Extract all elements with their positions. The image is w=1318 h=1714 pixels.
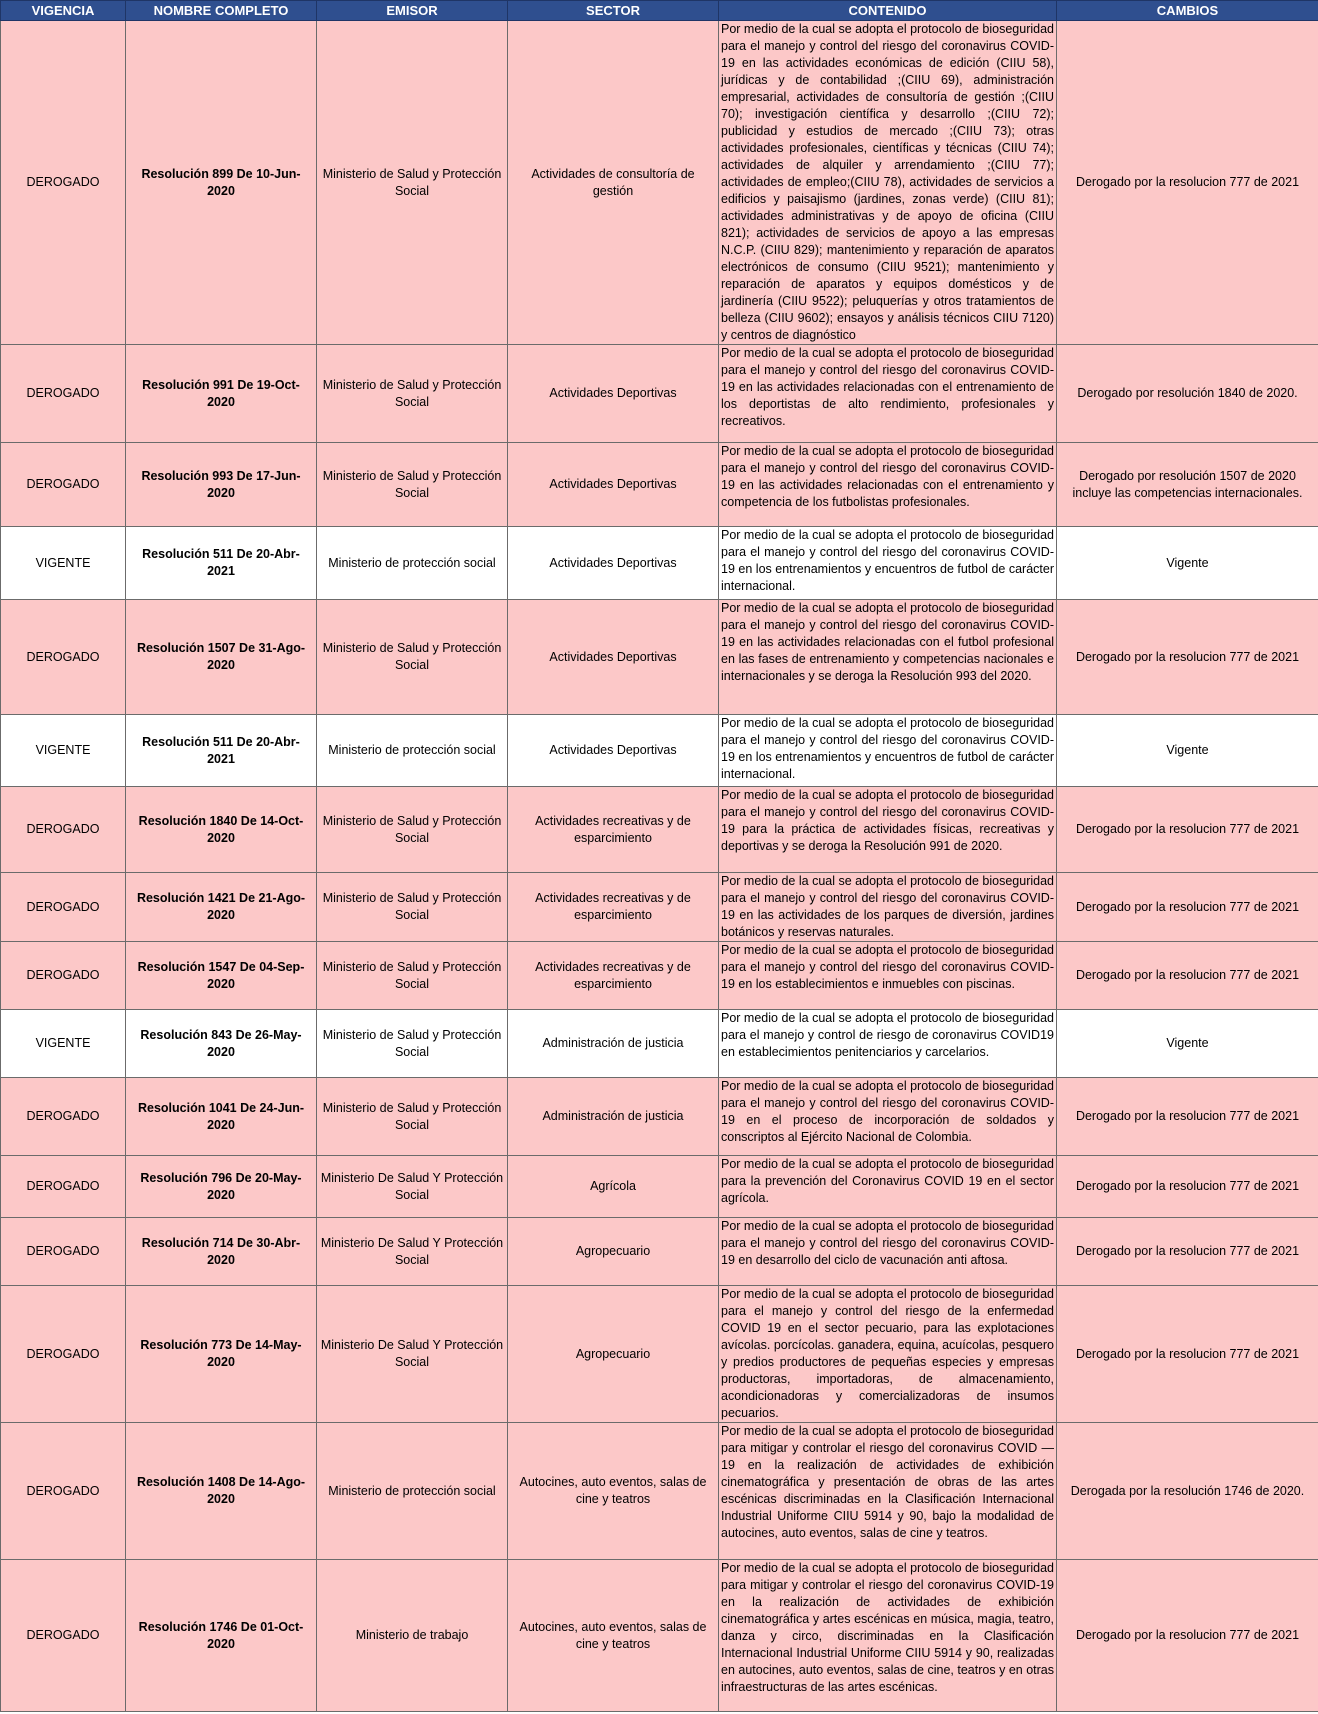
cell-nombre: Resolución 511 De 20-Abr-2021 <box>126 527 317 600</box>
cell-nombre: Resolución 1408 De 14-Ago-2020 <box>126 1423 317 1560</box>
cell-cambios: Derogado por resolución 1507 de 2020 incluye las competencias internacionales. <box>1057 443 1318 527</box>
cell-contenido: Por medio de la cual se adopta el protocolo de bioseguridad para el manejo y control del riesgo del coronavirus COVID-19 en los entrenamientos y encuentros de futbol de carácter internacional. <box>719 715 1057 787</box>
cell-cambios: Derogado por la resolucion 777 de 2021 <box>1057 1218 1318 1286</box>
cell-vigencia: DEROGADO <box>1 600 126 715</box>
cell-cambios: Vigente <box>1057 715 1318 787</box>
cell-sector: Actividades de consultoría de gestión <box>508 21 719 345</box>
cell-emisor: Ministerio De Salud Y Protección Social <box>317 1156 508 1218</box>
cell-cambios: Vigente <box>1057 527 1318 600</box>
table-row <box>1 942 1318 1010</box>
cell-contenido: Por medio de la cual se adopta el protocolo de bioseguridad para el manejo y control del riesgo del coronavirus COVID-19 para la práctica de actividades físicas, recreativas y deportivas y se deroga la Resolución 991 de 2020. <box>719 787 1057 873</box>
cell-vigencia: DEROGADO <box>1 1078 126 1156</box>
cell-emisor: Ministerio de Salud y Protección Social <box>317 1010 508 1078</box>
table-row <box>1 1078 1318 1156</box>
cell-sector: Administración de justicia <box>508 1010 719 1078</box>
table-row <box>1 527 1318 600</box>
cell-nombre: Resolución 993 De 17-Jun-2020 <box>126 443 317 527</box>
cell-cambios: Derogado por la resolucion 777 de 2021 <box>1057 787 1318 873</box>
table-row <box>1 600 1318 715</box>
table-row <box>1 345 1318 443</box>
cell-sector: Actividades Deportivas <box>508 443 719 527</box>
cell-cambios: Derogado por la resolucion 777 de 2021 <box>1057 1286 1318 1423</box>
table-row <box>1 1010 1318 1078</box>
cell-contenido: Por medio de la cual se adopta el protocolo de bioseguridad para el manejo y control del riesgo del coronavirus COVID-19 en las actividades relacionadas con el entrenamiento y competencia de los futbolistas profesionales. <box>719 443 1057 527</box>
cell-vigencia: DEROGADO <box>1 1218 126 1286</box>
cell-contenido: Por medio de la cual se adopta el protocolo de bioseguridad para el manejo y control del riesgo del coronavirus COVID-19 en las actividades relacionadas con el futbol profesional en las fases de entrenamiento y competencias nacionales e internacionales y se deroga la Resolución 993 del 2020. <box>719 600 1057 715</box>
header-emisor: EMISOR <box>317 1 508 21</box>
cell-emisor: Ministerio de Salud y Protección Social <box>317 942 508 1010</box>
cell-sector: Actividades recreativas y de esparcimiento <box>508 787 719 873</box>
cell-nombre: Resolución 773 De 14-May-2020 <box>126 1286 317 1423</box>
cell-sector: Actividades Deportivas <box>508 345 719 443</box>
cell-cambios: Derogado por la resolucion 777 de 2021 <box>1057 1156 1318 1218</box>
table-row <box>1 443 1318 527</box>
cell-vigencia: DEROGADO <box>1 345 126 443</box>
cell-sector: Agropecuario <box>508 1218 719 1286</box>
cell-cambios: Derogado por la resolucion 777 de 2021 <box>1057 1078 1318 1156</box>
cell-cambios: Vigente <box>1057 1010 1318 1078</box>
header-vigencia: VIGENCIA <box>1 1 126 21</box>
cell-cambios: Derogado por la resolucion 777 de 2021 <box>1057 1560 1318 1712</box>
cell-contenido: Por medio de la cual se adopta el protocolo de bioseguridad para el manejo y control de riesgo de coronavirus COVID19 en establecimientos penitenciarios y carcelarios. <box>719 1010 1057 1078</box>
header-sector: SECTOR <box>508 1 719 21</box>
cell-vigencia: DEROGADO <box>1 443 126 527</box>
cell-cambios: Derogado por la resolucion 777 de 2021 <box>1057 942 1318 1010</box>
cell-sector: Autocines, auto eventos, salas de cine y teatros <box>508 1423 719 1560</box>
cell-contenido: Por medio de la cual se adopta el protocolo de bioseguridad para el manejo y control del riesgo del coronavirus COVID-19 en las actividades relacionadas con el entrenamiento de los deportistas de alto rendimiento, profesionales y recreativos. <box>719 345 1057 443</box>
cell-vigencia: DEROGADO <box>1 1156 126 1218</box>
cell-contenido: Por medio de la cual se adopta el protocolo de bioseguridad para mitigar y controlar el riesgo del coronavirus COVID — 19 en la realización de actividades de exhibición cinematográfica y presentación de obras de las artes escénicas discriminadas en la Clasificación Internacional Industrial Uniforme CIIU 5914 y 90, bajo la modalidad de autocines, auto eventos, salas de cine y teatros. <box>719 1423 1057 1560</box>
cell-contenido: Por medio de la cual se adopta el protocolo de bioseguridad para el manejo y control del riesgo del coronavirus COVID-19 en desarrollo del ciclo de vacunación anti aftosa. <box>719 1218 1057 1286</box>
cell-contenido: Por medio de la cual se adopta el protocolo de bioseguridad para el manejo y control del riesgo de la enfermedad COVID 19 en el sector pecuario, para las explotaciones avícolas. porcícolas. ganadera, equina, acuícolas, pesquero y predios productores de pequeñas especies y empresas productoras, importadoras, de almacenamiento, acondicionadoras y comercializadoras de insumos pecuarios. <box>719 1286 1057 1423</box>
cell-nombre: Resolución 1507 De 31-Ago-2020 <box>126 600 317 715</box>
cell-contenido: Por medio de la cual se adopta el protocolo de bioseguridad para el manejo y control del riesgo del coronavirus COVID-19 en los establecimientos e inmuebles con piscinas. <box>719 942 1057 1010</box>
cell-nombre: Resolución 1421 De 21-Ago-2020 <box>126 873 317 942</box>
table-row <box>1 1286 1318 1423</box>
cell-emisor: Ministerio de protección social <box>317 1423 508 1560</box>
cell-nombre: Resolución 1840 De 14-Oct-2020 <box>126 787 317 873</box>
cell-vigencia: DEROGADO <box>1 21 126 345</box>
cell-vigencia: DEROGADO <box>1 873 126 942</box>
cell-contenido: Por medio de la cual se adopta el protocolo de bioseguridad para el manejo y control del riesgo del coronavirus COVID-19 en el proceso de incorporación de soldados y conscriptos al Ejército Nacional de Colombia. <box>719 1078 1057 1156</box>
cell-emisor: Ministerio de Salud y Protección Social <box>317 1078 508 1156</box>
cell-emisor: Ministerio de trabajo <box>317 1560 508 1712</box>
cell-emisor: Ministerio de protección social <box>317 715 508 787</box>
cell-cambios: Derogado por la resolucion 777 de 2021 <box>1057 873 1318 942</box>
cell-vigencia: VIGENTE <box>1 715 126 787</box>
cell-emisor: Ministerio De Salud Y Protección Social <box>317 1286 508 1423</box>
cell-nombre: Resolución 899 De 10-Jun-2020 <box>126 21 317 345</box>
cell-vigencia: DEROGADO <box>1 1423 126 1560</box>
cell-contenido: Por medio de la cual se adopta el protocolo de bioseguridad para la prevención del Coronavirus COVID 19 en el sector agrícola. <box>719 1156 1057 1218</box>
header-nombre: NOMBRE COMPLETO <box>126 1 317 21</box>
cell-nombre: Resolución 1547 De 04-Sep-2020 <box>126 942 317 1010</box>
cell-sector: Agropecuario <box>508 1286 719 1423</box>
header-contenido: CONTENIDO <box>719 1 1057 21</box>
cell-vigencia: VIGENTE <box>1 1010 126 1078</box>
table-row <box>1 1423 1318 1560</box>
cell-vigencia: DEROGADO <box>1 1560 126 1712</box>
table-row <box>1 21 1318 345</box>
cell-nombre: Resolución 714 De 30-Abr-2020 <box>126 1218 317 1286</box>
cell-nombre: Resolución 991 De 19-Oct-2020 <box>126 345 317 443</box>
table-row <box>1 1218 1318 1286</box>
table-row <box>1 873 1318 942</box>
cell-emisor: Ministerio de protección social <box>317 527 508 600</box>
cell-nombre: Resolución 843 De 26-May-2020 <box>126 1010 317 1078</box>
cell-contenido: Por medio de la cual se adopta el protocolo de bioseguridad para el manejo y control del riesgo del coronavirus COVID-19 en los entrenamientos y encuentros de futbol de carácter internacional. <box>719 527 1057 600</box>
cell-sector: Actividades recreativas y de esparcimiento <box>508 942 719 1010</box>
table-row <box>1 1560 1318 1712</box>
cell-vigencia: DEROGADO <box>1 787 126 873</box>
table-row <box>1 787 1318 873</box>
cell-emisor: Ministerio De Salud Y Protección Social <box>317 1218 508 1286</box>
cell-nombre: Resolución 511 De 20-Abr-2021 <box>126 715 317 787</box>
cell-sector: Actividades Deportivas <box>508 600 719 715</box>
table-header-row <box>1 1 1318 21</box>
cell-sector: Actividades Deportivas <box>508 715 719 787</box>
cell-contenido: Por medio de la cual se adopta el protocolo de bioseguridad para el manejo y control del riesgo del coronavirus COVID-19 en las actividades de los parques de diversión, jardines botánicos y reservas naturales. <box>719 873 1057 942</box>
cell-sector: Agrícola <box>508 1156 719 1218</box>
cell-sector: Actividades recreativas y de esparcimiento <box>508 873 719 942</box>
cell-sector: Administración de justicia <box>508 1078 719 1156</box>
cell-emisor: Ministerio de Salud y Protección Social <box>317 21 508 345</box>
cell-cambios: Derogado por resolución 1840 de 2020. <box>1057 345 1318 443</box>
cell-cambios: Derogado por la resolucion 777 de 2021 <box>1057 21 1318 345</box>
cell-cambios: Derogado por la resolucion 777 de 2021 <box>1057 600 1318 715</box>
cell-emisor: Ministerio de Salud y Protección Social <box>317 873 508 942</box>
cell-vigencia: DEROGADO <box>1 942 126 1010</box>
header-cambios: CAMBIOS <box>1057 1 1318 21</box>
cell-emisor: Ministerio de Salud y Protección Social <box>317 443 508 527</box>
table-row <box>1 1156 1318 1218</box>
cell-vigencia: VIGENTE <box>1 527 126 600</box>
cell-contenido: Por medio de la cual se adopta el protocolo de bioseguridad para el manejo y control del riesgo del coronavirus COVID-19 en las actividades económicas de edición (CIIU 58), jurídicas y de contabilidad ;(CIIU 69), administración empresarial, actividades de consultoría de gestión ;(CIIU 70); investigación científica y desarrollo ;(CIIU 72); publicidad y estudios de mercado ;(CIIU 73); otras actividades profesionales, científicas y técnicas (CIIU 74); actividades de alquiler y arrendamiento ;(CIIU 77); actividades de empleo;(CIIU 78), actividades de servicios a edificios y paisajismo (jardines, zonas verde) (CIIU 81); actividades administrativas y de apoyo de oficina (CIIU 821); actividades de servicios de apoyo a las empresas N.C.P. (CIIU 829); mantenimiento y reparación de aparatos electrónicos de consumo (CIIU 9521); mantenimiento y reparación de aparatos y equipos domésticos y de jardinería (CIIU 9522); peluquerías y otros tratamientos de belleza (CIIU 9602); ensayos y análisis técnicos CIIU 7120) y centros de diagnóstico <box>719 21 1057 345</box>
cell-nombre: Resolución 1746 De 01-Oct-2020 <box>126 1560 317 1712</box>
cell-sector: Autocines, auto eventos, salas de cine y teatros <box>508 1560 719 1712</box>
cell-emisor: Ministerio de Salud y Protección Social <box>317 600 508 715</box>
cell-sector: Actividades Deportivas <box>508 527 719 600</box>
cell-emisor: Ministerio de Salud y Protección Social <box>317 787 508 873</box>
cell-contenido: Por medio de la cual se adopta el protocolo de bioseguridad para mitigar y controlar el riesgo del coronavirus COVID-19 en la realización de actividades de exhibición cinematográfica y artes escénicas en música, magia, teatro, danza y circo, discriminadas en la Clasificación Internacional Industrial Uniforme CIIU 5914 y 90, realizadas en autocines, auto eventos, salas de cine, teatros y en otras infraestructuras de las artes escénicas. <box>719 1560 1057 1712</box>
cell-nombre: Resolución 796 De 20-May-2020 <box>126 1156 317 1218</box>
cell-nombre: Resolución 1041 De 24-Jun-2020 <box>126 1078 317 1156</box>
cell-emisor: Ministerio de Salud y Protección Social <box>317 345 508 443</box>
cell-cambios: Derogada por la resolución 1746 de 2020. <box>1057 1423 1318 1560</box>
table-row <box>1 715 1318 787</box>
cell-vigencia: DEROGADO <box>1 1286 126 1423</box>
